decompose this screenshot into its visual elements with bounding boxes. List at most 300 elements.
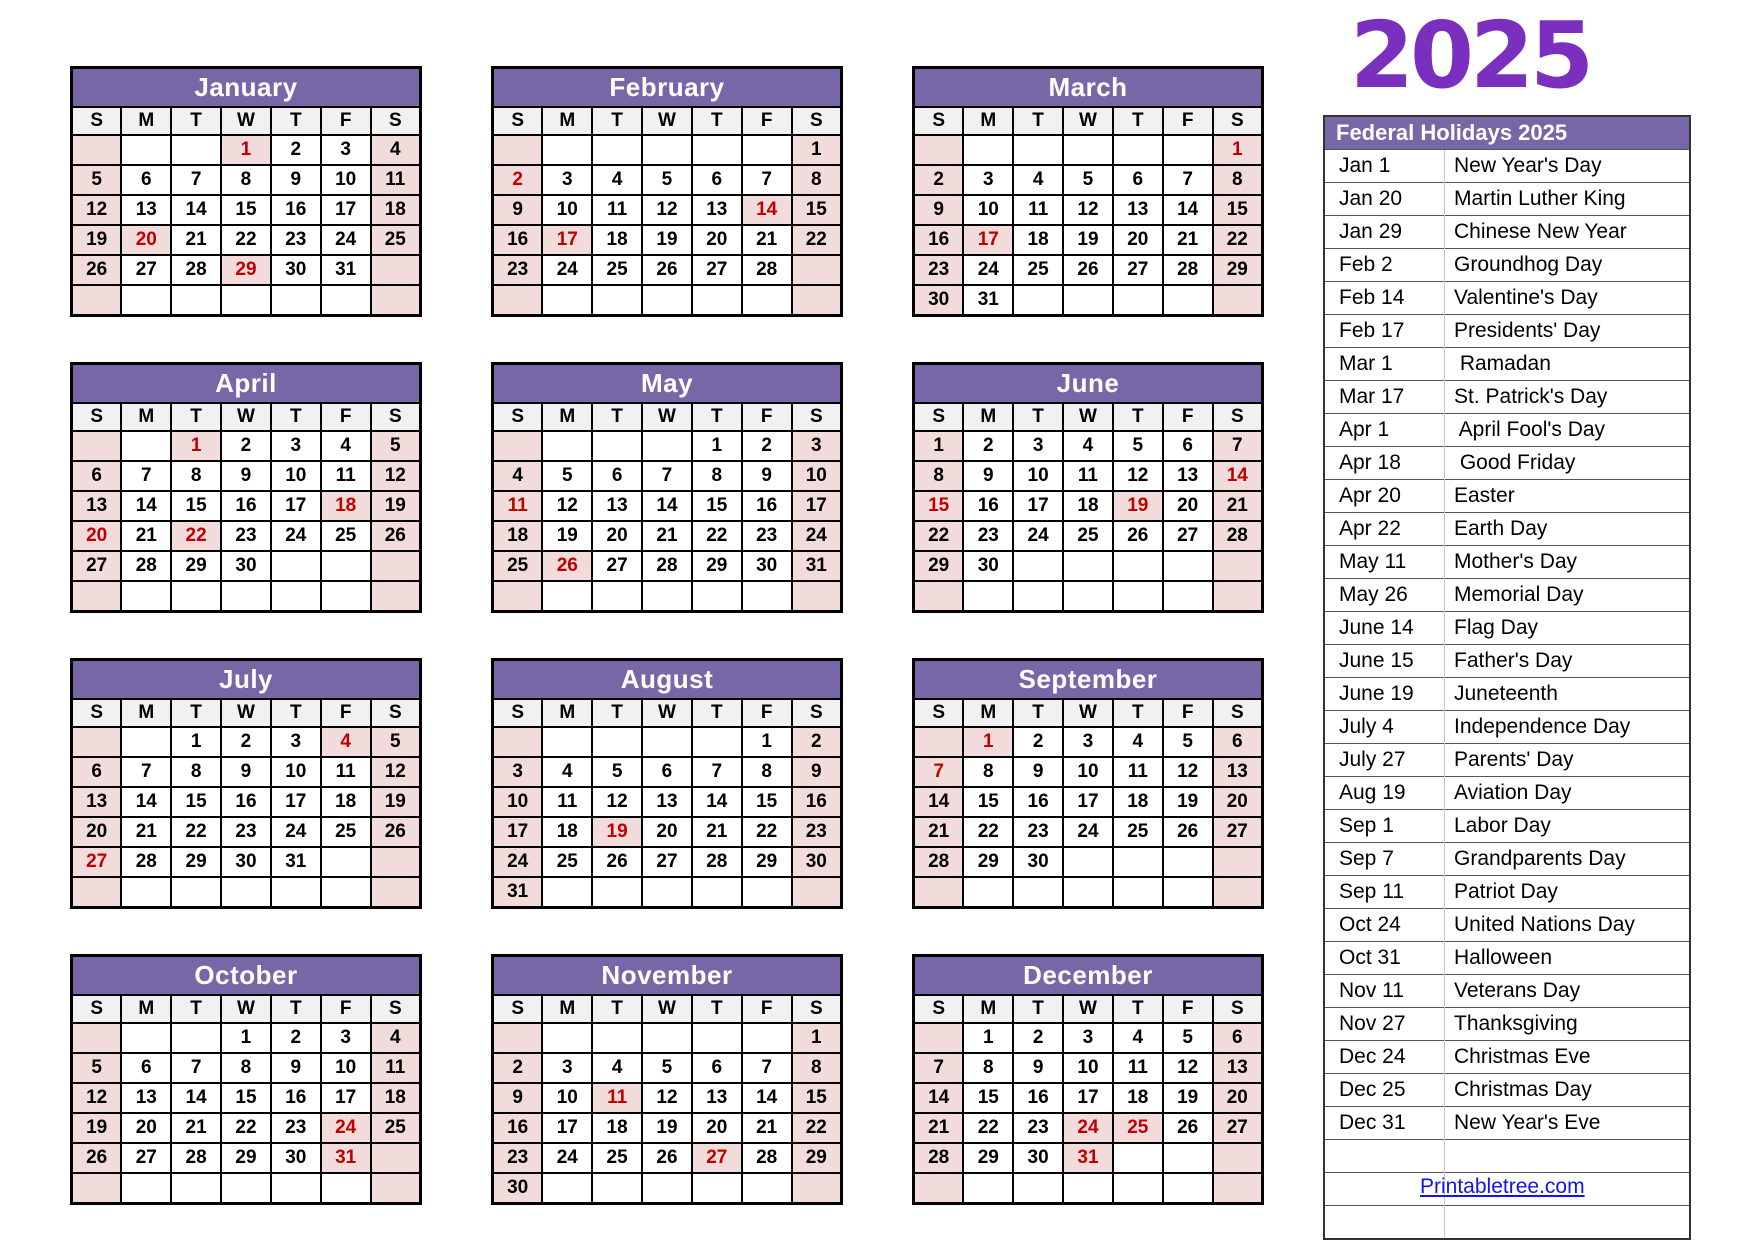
holiday-name: Aviation Day — [1445, 777, 1691, 810]
day-cell: 16 — [493, 1113, 543, 1143]
day-cell: 9 — [792, 757, 842, 787]
holiday-date: May 11 — [1324, 546, 1445, 579]
day-cell — [692, 1023, 742, 1053]
day-cell: 29 — [914, 551, 964, 581]
holiday-name: April Fool's Day — [1445, 414, 1691, 447]
day-cell: 6 — [121, 1053, 171, 1083]
day-cell: 23 — [221, 817, 271, 847]
day-cell: 8 — [963, 757, 1013, 787]
day-cell: 27 — [1213, 817, 1263, 847]
day-cell — [271, 877, 321, 908]
day-cell — [171, 877, 221, 908]
day-cell: 25 — [592, 255, 642, 285]
weekday-header: S — [792, 995, 842, 1023]
day-cell: 19 — [1163, 787, 1213, 817]
holiday-date: July 4 — [1324, 711, 1445, 744]
day-cell — [271, 581, 321, 612]
weekday-header: S — [493, 107, 543, 135]
holiday-date: Jan 1 — [1324, 150, 1445, 183]
day-cell: 25 — [493, 551, 543, 581]
holiday-date: June 19 — [1324, 678, 1445, 711]
day-cell — [72, 135, 122, 165]
day-cell: 18 — [1013, 225, 1063, 255]
day-cell: 2 — [493, 1053, 543, 1083]
day-cell: 28 — [692, 847, 742, 877]
day-cell: 24 — [1063, 1113, 1113, 1143]
day-cell: 21 — [914, 1113, 964, 1143]
weekday-header: T — [171, 107, 221, 135]
day-cell: 3 — [271, 431, 321, 461]
holiday-date — [1324, 1140, 1445, 1173]
day-cell: 7 — [914, 1053, 964, 1083]
holiday-row — [1324, 1008, 1690, 1041]
day-cell: 7 — [121, 757, 171, 787]
day-cell — [171, 285, 221, 316]
day-cell: 26 — [642, 1143, 692, 1173]
day-cell: 27 — [1163, 521, 1213, 551]
day-cell: 25 — [592, 1143, 642, 1173]
day-cell — [642, 581, 692, 612]
day-cell — [121, 581, 171, 612]
weekday-header: F — [1163, 699, 1213, 727]
holiday-date: Mar 17 — [1324, 381, 1445, 414]
day-cell: 5 — [371, 431, 421, 461]
day-cell: 6 — [121, 165, 171, 195]
day-cell: 9 — [1013, 757, 1063, 787]
day-cell: 14 — [121, 491, 171, 521]
month-title: September — [914, 660, 1263, 700]
day-cell: 2 — [1013, 727, 1063, 757]
weekday-header: M — [963, 107, 1013, 135]
day-cell: 29 — [171, 551, 221, 581]
holiday-row — [1324, 843, 1690, 876]
holiday-date: July 27 — [1324, 744, 1445, 777]
day-cell: 28 — [742, 1143, 792, 1173]
weekday-header: M — [963, 995, 1013, 1023]
weekday-header: T — [1013, 403, 1063, 431]
federal-holidays-panel — [1323, 115, 1691, 1240]
day-cell: 26 — [72, 1143, 122, 1173]
day-cell: 2 — [1013, 1023, 1063, 1053]
day-cell: 15 — [692, 491, 742, 521]
holiday-date: Sep 11 — [1324, 876, 1445, 909]
day-cell: 3 — [321, 135, 371, 165]
day-cell: 13 — [121, 1083, 171, 1113]
day-cell: 26 — [72, 255, 122, 285]
day-cell — [72, 285, 122, 316]
weekday-header: S — [371, 699, 421, 727]
day-cell: 16 — [493, 225, 543, 255]
weekday-header: F — [742, 107, 792, 135]
day-cell: 20 — [72, 521, 122, 551]
holiday-name — [1445, 1140, 1691, 1173]
day-cell — [642, 431, 692, 461]
day-cell: 20 — [1213, 787, 1263, 817]
day-cell: 15 — [963, 787, 1013, 817]
day-cell — [171, 1023, 221, 1053]
day-cell: 28 — [121, 847, 171, 877]
day-cell: 19 — [72, 1113, 122, 1143]
day-cell — [121, 727, 171, 757]
day-cell — [1213, 1143, 1263, 1173]
day-cell: 8 — [792, 165, 842, 195]
holiday-row — [1324, 942, 1690, 975]
day-cell: 12 — [642, 195, 692, 225]
day-cell: 14 — [742, 195, 792, 225]
month-calendar-september — [912, 658, 1264, 909]
day-cell: 19 — [1113, 491, 1163, 521]
day-cell: 5 — [1113, 431, 1163, 461]
day-cell: 9 — [271, 1053, 321, 1083]
month-title: March — [914, 68, 1263, 108]
day-cell: 15 — [171, 787, 221, 817]
day-cell: 13 — [1213, 757, 1263, 787]
day-cell — [371, 877, 421, 908]
weekday-header: T — [592, 403, 642, 431]
day-cell — [171, 1173, 221, 1204]
day-cell — [1163, 847, 1213, 877]
day-cell — [642, 135, 692, 165]
day-cell: 22 — [221, 225, 271, 255]
month-calendar-may — [491, 362, 843, 613]
day-cell: 16 — [963, 491, 1013, 521]
day-cell: 4 — [592, 165, 642, 195]
weekday-header: S — [792, 107, 842, 135]
month-calendar-june — [912, 362, 1264, 613]
day-cell: 31 — [493, 877, 543, 908]
day-cell: 11 — [1113, 1053, 1163, 1083]
weekday-header: T — [692, 107, 742, 135]
day-cell: 21 — [1163, 225, 1213, 255]
day-cell: 20 — [121, 1113, 171, 1143]
day-cell: 9 — [221, 461, 271, 491]
day-cell: 4 — [1013, 165, 1063, 195]
day-cell: 16 — [221, 491, 271, 521]
day-cell: 29 — [692, 551, 742, 581]
day-cell: 13 — [642, 787, 692, 817]
weekday-header: F — [321, 699, 371, 727]
day-cell: 8 — [221, 165, 271, 195]
day-cell — [1113, 285, 1163, 316]
day-cell: 29 — [742, 847, 792, 877]
day-cell: 23 — [792, 817, 842, 847]
holiday-name: Grandparents Day — [1445, 843, 1691, 876]
day-cell — [1213, 847, 1263, 877]
holiday-name: Easter — [1445, 480, 1691, 513]
holiday-date: Feb 14 — [1324, 282, 1445, 315]
day-cell: 7 — [742, 165, 792, 195]
day-cell: 15 — [914, 491, 964, 521]
day-cell — [371, 1143, 421, 1173]
holiday-row — [1324, 1107, 1690, 1140]
day-cell — [542, 727, 592, 757]
holiday-date: Mar 1 — [1324, 348, 1445, 381]
holiday-row — [1324, 975, 1690, 1008]
day-cell: 26 — [1163, 817, 1213, 847]
holiday-date: Oct 31 — [1324, 942, 1445, 975]
day-cell: 24 — [1013, 521, 1063, 551]
day-cell — [792, 877, 842, 908]
day-cell — [692, 581, 742, 612]
day-cell: 3 — [271, 727, 321, 757]
day-cell — [914, 1023, 964, 1053]
month-title: April — [72, 364, 421, 404]
day-cell: 4 — [321, 431, 371, 461]
day-cell: 23 — [271, 225, 321, 255]
month-calendar-april — [70, 362, 422, 613]
day-cell — [1213, 285, 1263, 316]
day-cell: 17 — [321, 195, 371, 225]
day-cell: 29 — [171, 847, 221, 877]
day-cell: 30 — [914, 285, 964, 316]
month-calendar-august — [491, 658, 843, 909]
weekday-header: T — [1113, 995, 1163, 1023]
day-cell: 3 — [792, 431, 842, 461]
weekday-header: W — [642, 995, 692, 1023]
day-cell: 17 — [321, 1083, 371, 1113]
day-cell: 6 — [692, 165, 742, 195]
holiday-name: Good Friday — [1445, 447, 1691, 480]
day-cell — [742, 581, 792, 612]
weekday-header: T — [692, 699, 742, 727]
day-cell — [1113, 1143, 1163, 1173]
day-cell: 30 — [1013, 1143, 1063, 1173]
holiday-date: Aug 19 — [1324, 777, 1445, 810]
day-cell: 30 — [792, 847, 842, 877]
day-cell — [792, 255, 842, 285]
day-cell — [914, 581, 964, 612]
day-cell: 9 — [221, 757, 271, 787]
day-cell: 8 — [914, 461, 964, 491]
day-cell: 18 — [371, 1083, 421, 1113]
day-cell — [1063, 581, 1113, 612]
day-cell: 28 — [642, 551, 692, 581]
day-cell — [321, 551, 371, 581]
weekday-header: T — [592, 107, 642, 135]
day-cell: 7 — [1213, 431, 1263, 461]
holiday-date: Sep 7 — [1324, 843, 1445, 876]
weekday-header: F — [321, 403, 371, 431]
weekday-header: S — [72, 107, 122, 135]
holiday-date: May 26 — [1324, 579, 1445, 612]
day-cell: 25 — [1113, 1113, 1163, 1143]
holiday-row — [1324, 414, 1690, 447]
day-cell: 18 — [592, 225, 642, 255]
holiday-row — [1324, 1074, 1690, 1107]
day-cell: 7 — [692, 757, 742, 787]
day-cell: 21 — [742, 1113, 792, 1143]
day-cell: 6 — [1213, 1023, 1263, 1053]
day-cell: 28 — [742, 255, 792, 285]
day-cell: 27 — [642, 847, 692, 877]
day-cell: 10 — [792, 461, 842, 491]
day-cell: 18 — [1113, 787, 1163, 817]
day-cell — [1013, 877, 1063, 908]
day-cell: 6 — [642, 757, 692, 787]
day-cell: 26 — [371, 521, 421, 551]
day-cell — [642, 285, 692, 316]
day-cell: 10 — [321, 165, 371, 195]
day-cell: 27 — [121, 255, 171, 285]
day-cell — [1213, 581, 1263, 612]
month-title: July — [72, 660, 421, 700]
day-cell: 11 — [1113, 757, 1163, 787]
day-cell: 17 — [542, 1113, 592, 1143]
weekday-header: M — [121, 403, 171, 431]
day-cell: 24 — [321, 1113, 371, 1143]
day-cell: 8 — [742, 757, 792, 787]
day-cell: 13 — [692, 1083, 742, 1113]
day-cell: 17 — [1063, 787, 1113, 817]
day-cell: 14 — [121, 787, 171, 817]
day-cell: 25 — [371, 225, 421, 255]
month-title: May — [493, 364, 842, 404]
day-cell: 29 — [221, 1143, 271, 1173]
day-cell: 14 — [914, 1083, 964, 1113]
day-cell — [1013, 1173, 1063, 1204]
holiday-name: Labor Day — [1445, 810, 1691, 843]
day-cell — [692, 285, 742, 316]
day-cell: 9 — [742, 461, 792, 491]
printabletree-link[interactable]: Printabletree.com — [1420, 1175, 1585, 1198]
day-cell: 19 — [542, 521, 592, 551]
day-cell — [1163, 1173, 1213, 1204]
day-cell: 17 — [493, 817, 543, 847]
day-cell — [592, 1023, 642, 1053]
day-cell: 19 — [1163, 1083, 1213, 1113]
holiday-row — [1324, 249, 1690, 282]
day-cell — [592, 727, 642, 757]
day-cell: 5 — [371, 727, 421, 757]
holiday-row — [1324, 678, 1690, 711]
weekday-header: T — [271, 403, 321, 431]
day-cell: 31 — [271, 847, 321, 877]
day-cell: 30 — [1013, 847, 1063, 877]
day-cell: 12 — [371, 757, 421, 787]
weekday-header: M — [121, 107, 171, 135]
day-cell: 30 — [271, 255, 321, 285]
day-cell: 6 — [72, 461, 122, 491]
weekday-header: M — [963, 699, 1013, 727]
day-cell — [72, 1023, 122, 1053]
day-cell — [963, 1173, 1013, 1204]
day-cell: 3 — [1063, 727, 1113, 757]
holiday-name: St. Patrick's Day — [1445, 381, 1691, 414]
holiday-date: Sep 1 — [1324, 810, 1445, 843]
day-cell: 23 — [963, 521, 1013, 551]
day-cell — [1213, 551, 1263, 581]
day-cell — [321, 1173, 371, 1204]
day-cell: 4 — [493, 461, 543, 491]
day-cell — [742, 285, 792, 316]
weekday-header: T — [692, 995, 742, 1023]
day-cell: 22 — [792, 1113, 842, 1143]
holiday-row — [1324, 612, 1690, 645]
day-cell — [1113, 877, 1163, 908]
day-cell — [1113, 847, 1163, 877]
weekday-header: T — [171, 403, 221, 431]
weekday-header: S — [914, 107, 964, 135]
day-cell: 1 — [692, 431, 742, 461]
day-cell — [692, 877, 742, 908]
day-cell — [121, 135, 171, 165]
day-cell — [371, 285, 421, 316]
day-cell: 10 — [542, 195, 592, 225]
day-cell: 22 — [742, 817, 792, 847]
day-cell: 4 — [542, 757, 592, 787]
day-cell — [963, 135, 1013, 165]
day-cell: 25 — [371, 1113, 421, 1143]
day-cell — [542, 877, 592, 908]
day-cell: 21 — [742, 225, 792, 255]
day-cell: 27 — [692, 255, 742, 285]
day-cell: 24 — [792, 521, 842, 551]
day-cell: 9 — [271, 165, 321, 195]
day-cell: 6 — [592, 461, 642, 491]
day-cell: 14 — [171, 195, 221, 225]
day-cell: 19 — [72, 225, 122, 255]
holiday-name: Independence Day — [1445, 711, 1691, 744]
holiday-name: Mother's Day — [1445, 546, 1691, 579]
day-cell — [542, 285, 592, 316]
day-cell: 18 — [371, 195, 421, 225]
weekday-header: T — [1113, 107, 1163, 135]
holiday-name: Memorial Day — [1445, 579, 1691, 612]
federal-holidays-table — [1323, 115, 1691, 1240]
holiday-name: United Nations Day — [1445, 909, 1691, 942]
weekday-header: M — [963, 403, 1013, 431]
weekday-header: M — [542, 699, 592, 727]
weekday-header: T — [692, 403, 742, 431]
day-cell: 10 — [493, 787, 543, 817]
day-cell: 31 — [321, 255, 371, 285]
day-cell: 28 — [1213, 521, 1263, 551]
day-cell — [1163, 135, 1213, 165]
day-cell: 9 — [963, 461, 1013, 491]
day-cell: 2 — [963, 431, 1013, 461]
day-cell: 17 — [1063, 1083, 1113, 1113]
day-cell — [792, 285, 842, 316]
day-cell: 15 — [221, 195, 271, 225]
day-cell: 17 — [271, 787, 321, 817]
day-cell: 1 — [171, 431, 221, 461]
weekday-header: S — [493, 403, 543, 431]
day-cell: 11 — [542, 787, 592, 817]
day-cell: 27 — [1213, 1113, 1263, 1143]
day-cell: 13 — [1113, 195, 1163, 225]
day-cell: 26 — [1063, 255, 1113, 285]
day-cell: 19 — [642, 1113, 692, 1143]
day-cell — [121, 1023, 171, 1053]
weekday-header: W — [1063, 403, 1113, 431]
day-cell: 3 — [542, 165, 592, 195]
holiday-row — [1324, 1041, 1690, 1074]
day-cell — [1063, 135, 1113, 165]
day-cell — [72, 727, 122, 757]
weekday-header: S — [792, 699, 842, 727]
day-cell — [493, 581, 543, 612]
day-cell — [221, 285, 271, 316]
day-cell: 16 — [1013, 1083, 1063, 1113]
holiday-name: New Year's Day — [1445, 150, 1691, 183]
day-cell: 22 — [792, 225, 842, 255]
day-cell — [271, 1173, 321, 1204]
day-cell — [371, 551, 421, 581]
holiday-date: Oct 24 — [1324, 909, 1445, 942]
weekday-header: W — [221, 107, 271, 135]
day-cell: 2 — [914, 165, 964, 195]
day-cell — [1113, 551, 1163, 581]
